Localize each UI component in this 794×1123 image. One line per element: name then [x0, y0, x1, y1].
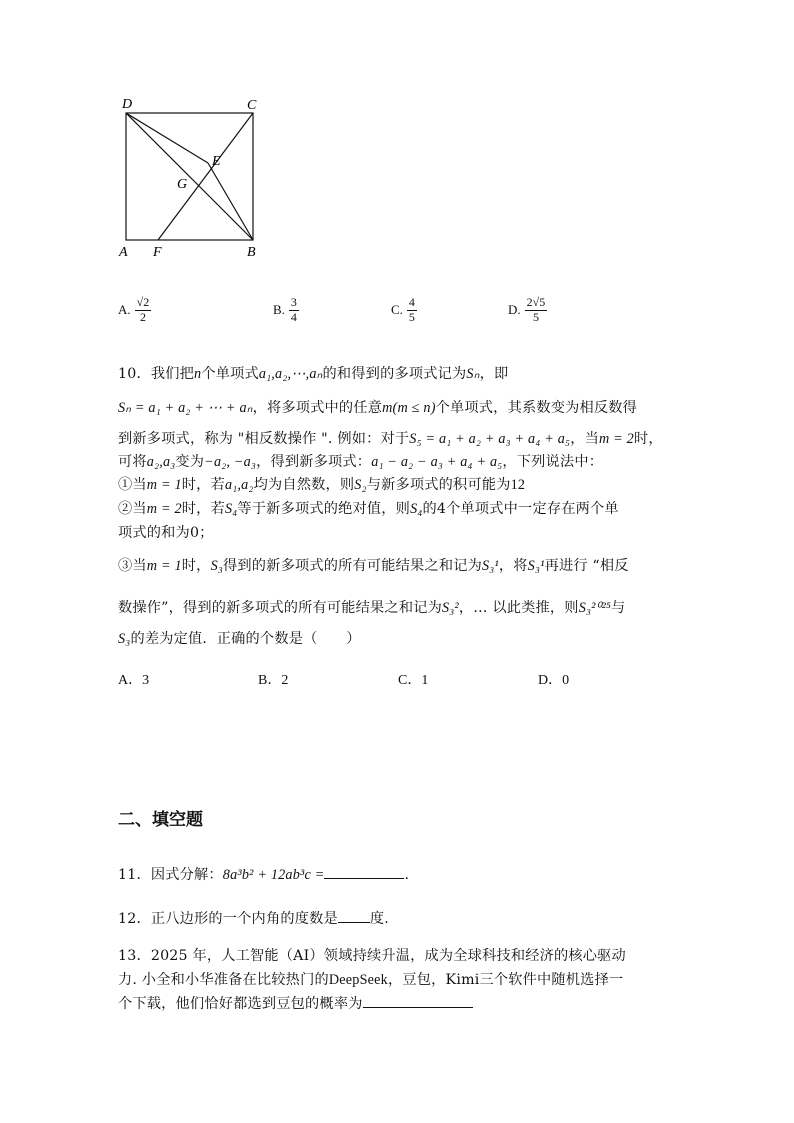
q10-line-8: ③当m = 1时，S₃得到的新多项式的所有可能结果之和记为S₃¹，将S₃¹再进行 “相反	[118, 558, 629, 574]
q12-answer-blank[interactable]	[338, 910, 370, 923]
segment-fc	[158, 113, 253, 240]
label-a: A	[119, 245, 128, 260]
q12: 12．正八边形的一个内角的度数是 度.	[118, 911, 389, 927]
q10-option-a: A．3	[118, 673, 150, 688]
label-b: B	[247, 245, 256, 260]
q13-line-1: 13．2025 年，人工智能（AI）领域持续升温，成为全球科技和经济的核心驱动	[118, 948, 626, 964]
q10-option-c: C．1	[398, 673, 429, 688]
q10-line-3: 到新多项式，称为 "相反数操作 ". 例如：对于S₅ = a₁ + a₂ + a₃ + a₄ + a₅，当m = 2时，	[118, 431, 663, 447]
q10-line-4: 可将a₂,a₃变为−a₂, −a₃，得到新多项式：a₁ − a₂ − a₃ + a₄ + a₅，下列说法中：	[118, 454, 604, 470]
q11: 11．因式分解：8a³b² + 12ab³c = .	[118, 867, 410, 883]
q13-line-3: 个下载，他们恰好都选到豆包的概率为	[118, 993, 473, 1013]
q11-answer-blank[interactable]	[324, 866, 404, 879]
q10-option-b: B．2	[258, 673, 289, 688]
q10-option-d: D．0	[538, 673, 570, 688]
segment-de	[126, 113, 208, 163]
label-f: F	[153, 245, 162, 260]
label-e: E	[212, 154, 221, 169]
q9-option-b: B. $\frac{3}{4}$	[273, 295, 297, 324]
q13-line-2: 力. 小全和小华准备在比较热门的DeepSeek，豆包，Kimi三个软件中随机选择一	[118, 972, 624, 988]
label-c: C	[247, 98, 257, 113]
square-figure	[110, 95, 280, 265]
q10-line-9: 数操作”，得到的新多项式的所有可能结果之和记为S₃²，… 以此类推，则S₃²⁰²⁵与	[118, 600, 626, 616]
q10-line-5: ①当m = 1时，若a₁,a₂均为自然数，则S₂与新多项式的积可能为12	[118, 477, 526, 493]
q10-line-1: 10．我们把n个单项式a₁,a₂,⋯,aₙ的和得到的多项式记为Sₙ，即	[118, 366, 509, 382]
section-title: 二、填空题	[118, 810, 203, 830]
label-g: G	[177, 177, 188, 192]
q10-line-6: ②当m = 2时，若S₄等于新多项式的绝对值，则S₄的4个单项式中一定存在两个单	[118, 501, 619, 517]
q9-option-a: A. $\frac{√2}{2}$	[118, 295, 150, 324]
q10-line-7: 项式的和为0；	[118, 525, 214, 541]
q10-line-2: Sₙ = a₁ + a₂ + ⋯ + aₙ，将多项式中的任意m(m ≤ n)个单项式，其系数变为相反数得	[118, 400, 638, 416]
label-d: D	[122, 97, 133, 112]
q10-line-10: S₃的差为定值．正确的个数是（ ）	[118, 631, 361, 647]
q13-answer-blank[interactable]	[363, 995, 473, 1008]
q9-option-d: D. $\frac{2√5}{5}$	[508, 295, 546, 324]
diagonal-db	[126, 113, 253, 240]
q9-option-c: C. $\frac{4}{5}$	[391, 295, 415, 324]
